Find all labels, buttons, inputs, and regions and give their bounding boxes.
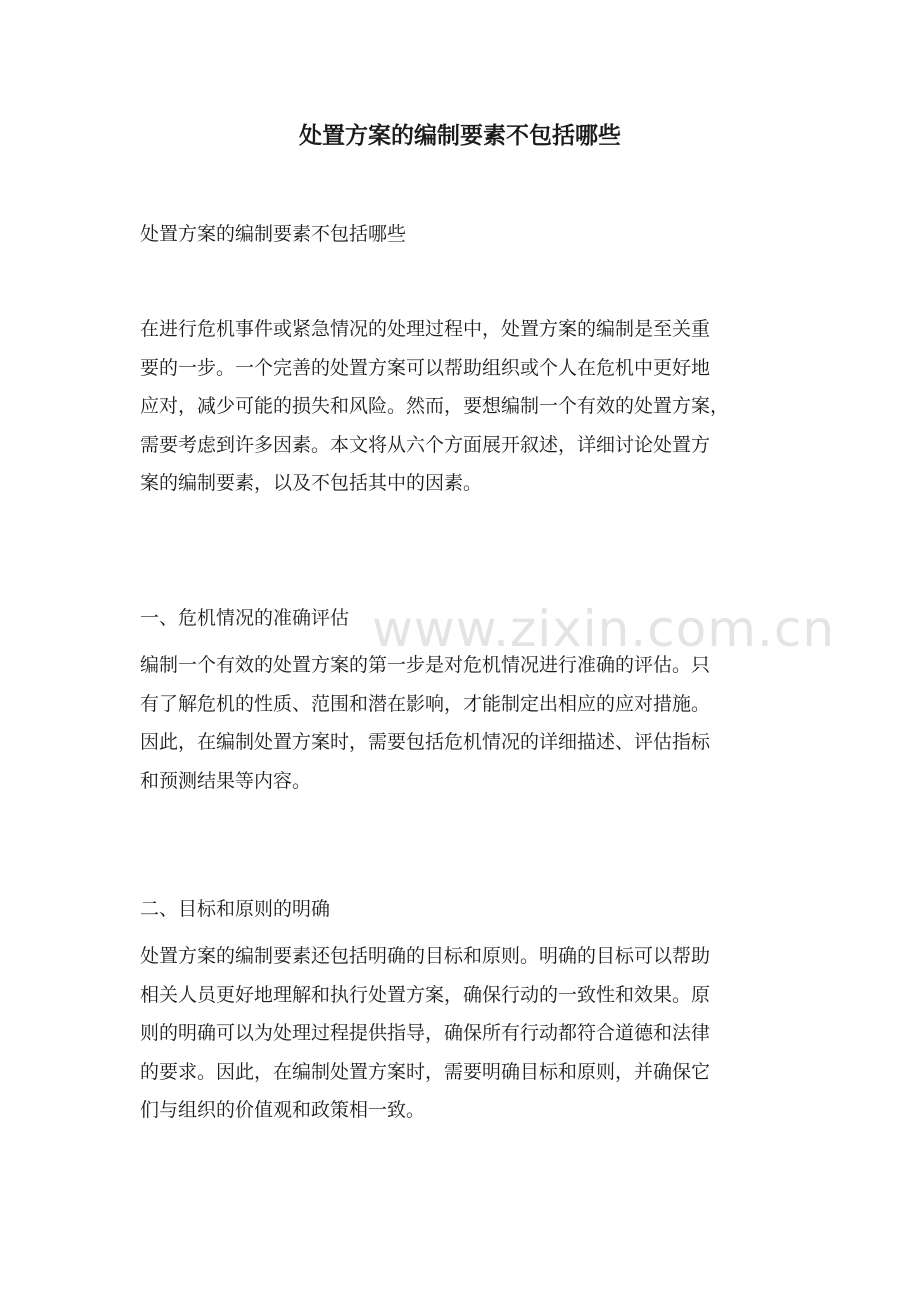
intro-paragraph: 在进行危机事件或紧急情况的处理过程中，处置方案的编制是至关重 要的一步。一个完善的处置方案可以帮助组织或个人在危机中更好地 应对，减少可能的损失和风险。然而，要想编制一个有效的处置方案， 需要考虑到许多因素。本文将从六个方面展开叙述，详细讨论处置方 案的编制要素，以及不包括其中的因素。 (140, 318, 730, 494)
document-subtitle: 处置方案的编制要素不包括哪些 (140, 223, 407, 245)
section-1-heading: 一、危机情况的准确评估 (140, 607, 350, 629)
section-2-body: 处置方案的编制要素还包括明确的目标和原则。明确的目标可以帮助 相关人员更好地理解和执行处置方案，确保行动的一致性和效果。原 则的明确可以为处理过程提供指导，确保所有行动都符合道德和法律 的要求。因此，在编制处置方案时，需要明确目标和原则，并确保它 们与组织的价值观和政策相一致。 (140, 945, 711, 1121)
watermark: www.zixin.com.cn (372, 600, 836, 658)
document-title: 处置方案的编制要素不包括哪些 (299, 122, 621, 149)
section-1-body: 编制一个有效的处置方案的第一步是对危机情况进行准确的评估。只 有了解危机的性质、范围和潜在影响，才能制定出相应的应对措施。 因此，在编制处置方案时，需要包括危机情况的详细描述、评估指标 和预测结果等内容。 (140, 654, 711, 792)
section-2-heading: 二、目标和原则的明确 (140, 898, 331, 920)
